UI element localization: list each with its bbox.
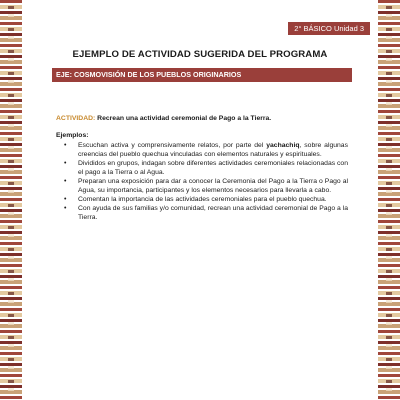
decorative-border-left: [0, 0, 22, 400]
page-title: EJEMPLO DE ACTIVIDAD SUGERIDA DEL PROGRAMA: [72, 49, 328, 60]
activity-content: [56, 114, 348, 222]
example-item-2: • Divididos en grupos, indagan sobre diferentes actividades ceremoniales relacionadas con el pago a la Tierra o al Agua.: [56, 159, 348, 177]
examples-list: [56, 141, 348, 222]
unit-badge: 2° BÁSICO Unidad 3: [288, 22, 370, 35]
eje-banner: EJE: COSMOVISIÓN DE LOS PUEBLOS ORIGINARIOS: [52, 68, 352, 82]
examples-heading: Ejemplos:: [56, 132, 89, 139]
activity-label: ACTIVIDAD:: [56, 115, 96, 122]
example-item-5: • Con ayuda de sus familias y/o comunidad, recrean una actividad ceremonial de Pago a la Tierra.: [56, 204, 348, 222]
activity-text: Recrean una actividad ceremonial de Pago a la Tierra.: [97, 115, 272, 122]
keyword-yachachiq: yachachiq: [266, 142, 300, 149]
example-item-3: • Preparan una exposición para dar a conocer la Ceremonia del Pago a la Tierra o Pago al Agua, su importancia, participantes y los elementos necesarios para llevarla a cabo.: [56, 177, 348, 195]
decorative-border-right: [378, 0, 400, 400]
example-item-4: • Comentan la importancia de las actividades ceremoniales para el pueblo quechua.: [56, 195, 348, 204]
activity-statement: [56, 114, 348, 123]
example-item-1: • Escuchan activa y comprensivamente relatos, por parte del yachachiq, sobre algunas creencias del pueblo quechua vinculadas con elementos naturales y espirituales.: [56, 141, 348, 159]
